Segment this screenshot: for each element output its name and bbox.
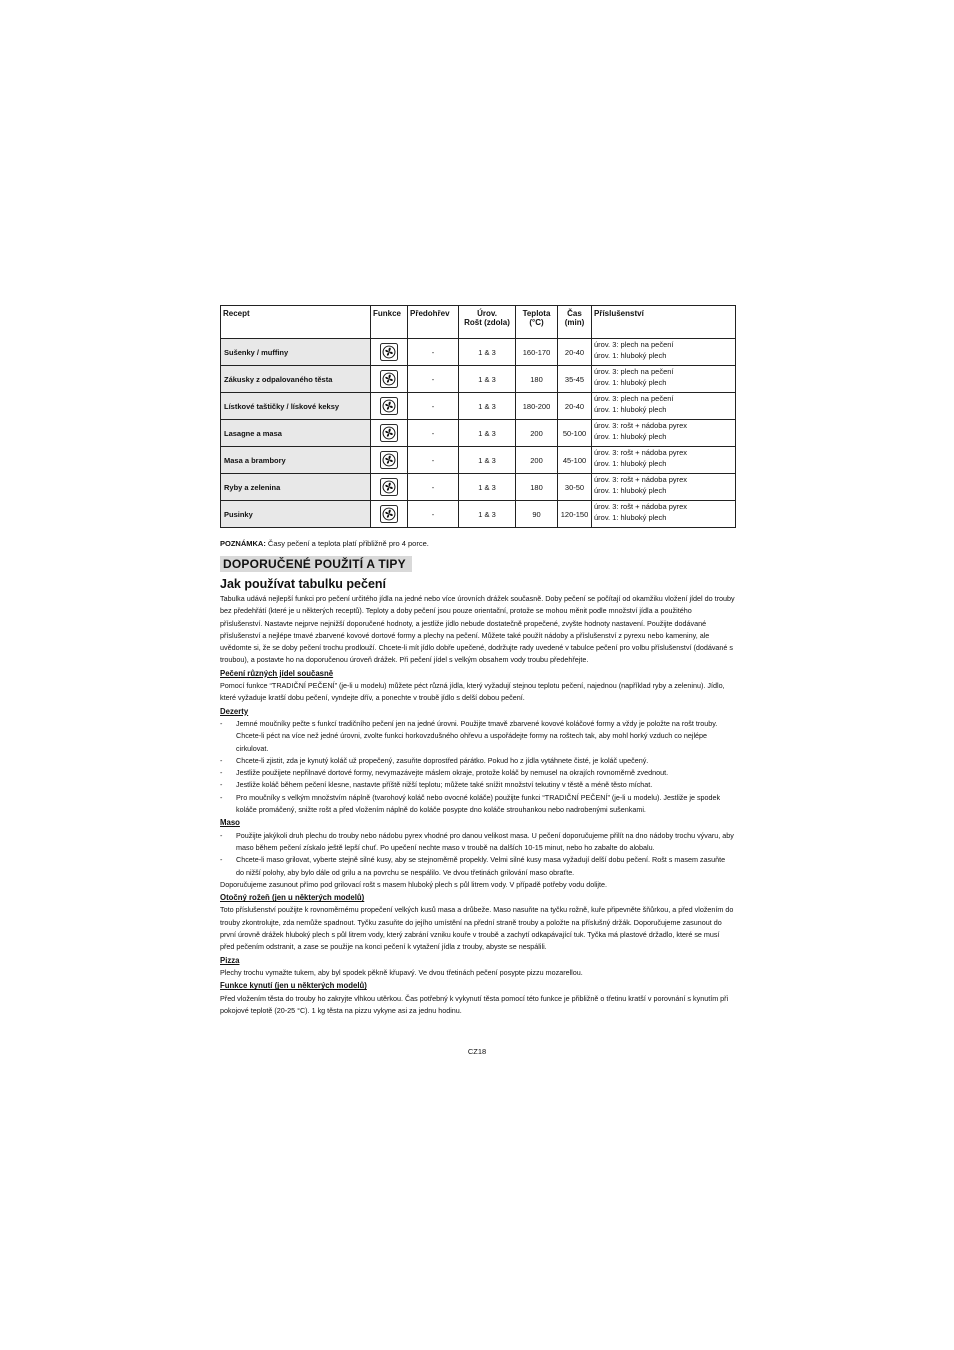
section-title: DOPORUČENÉ POUŽITÍ A TIPY	[220, 556, 412, 572]
note-text: Časy pečení a teplota platí přibližně pro 4 porce.	[265, 539, 429, 548]
bullet-dash: -	[220, 780, 223, 790]
list-item	[220, 718, 735, 755]
cell-level: 1 & 3	[459, 447, 516, 474]
accessory-line: úrov. 3: rošt + nádoba pyrex	[594, 475, 688, 484]
list-item-text: Pro moučníky s velkým množstvím náplně (tvarohový koláč nebo ovocné koláče) použijte funkci “TRADIČNÍ PEČENÍ” (je-li u modelu). Jestliže je spodek koláče promáčený, snižte rošt a před vložením náplně do koláče posypte dno koláče strouhankou nebo nadrobenými sušenkami.	[236, 792, 721, 815]
accessory-line: úrov. 1: hluboký plech	[594, 351, 667, 360]
cell-recipe: Lístkové taštičky / lískové keksy	[221, 393, 371, 420]
cell-time: 50-100	[558, 420, 592, 447]
bullet-dash: -	[220, 755, 223, 765]
paragraph-rotisserie: Toto příslušenství použijte k rovnoměrnému propečení velkých kusů masa a drůbeže. Maso nasuňte na tyčku rožně, kuře připevněte šňůrkou, a před vložením do trouby zkontrolujte, zda nemůže spadnout. Tyčku zasuňte do jejího umístění na přední straně trouby a položte na příslušný držák. Doporučujeme zasunout do první úrovně drážek hluboký plech s půl litrem vody, který zabrání vzniku kouře v troubě a zachytí odkapávající tuk. Tyčka má plastové držadlo, které se musí před pečením odstranit, a zase se použije na konci pečení k vytažení jídla z trouby, abyste se nespálili.	[220, 905, 734, 952]
bullet-dash: -	[220, 768, 223, 778]
header-level: Úrov. Rošt (zdola)	[459, 306, 516, 339]
fan-icon	[380, 397, 398, 415]
cell-accessories	[592, 366, 736, 393]
cell-preheat: -	[408, 501, 459, 528]
paragraph-meat-after: Doporučujeme zasunout přímo pod grilovací rošt s masem hluboký plech s půl litrem vody. V případě potřeby vodu dolijte.	[220, 879, 607, 889]
meat-list	[220, 830, 735, 879]
accessory-line: úrov. 1: hluboký plech	[594, 378, 667, 387]
table-row	[221, 339, 736, 366]
cell-preheat: -	[408, 447, 459, 474]
cell-function	[371, 420, 408, 447]
accessory-line: úrov. 1: hluboký plech	[594, 513, 667, 522]
table-row	[221, 366, 736, 393]
cell-recipe: Lasagne a masa	[221, 420, 371, 447]
cell-time: 45-100	[558, 447, 592, 474]
note-label: POZNÁMKA:	[220, 539, 266, 548]
cell-temperature: 200	[516, 447, 558, 474]
subheading-simultaneous: Pečení různých jídel současně	[220, 668, 334, 678]
bullet-dash: -	[220, 855, 223, 865]
bullet-dash: -	[220, 830, 223, 840]
table-row	[221, 393, 736, 420]
cell-time: 30-50	[558, 474, 592, 501]
accessory-line: úrov. 1: hluboký plech	[594, 459, 667, 468]
cell-recipe: Zákusky z odpalovaného těsta	[221, 366, 371, 393]
cell-level: 1 & 3	[459, 420, 516, 447]
cell-level: 1 & 3	[459, 339, 516, 366]
cell-accessories	[592, 339, 736, 366]
cell-preheat: -	[408, 393, 459, 420]
cell-level: 1 & 3	[459, 501, 516, 528]
cell-preheat: -	[408, 366, 459, 393]
accessory-line: úrov. 3: plech na pečení	[594, 367, 674, 376]
page-heading: Jak používat tabulku pečení	[220, 577, 387, 591]
desserts-list	[220, 718, 735, 816]
list-item-text: Chcete-li zjistit, zda je kynutý koláč už propečený, zasuňte doprostřed párátko. Pokud ho z jídla vytáhnete čisté, je koláč upečený.	[236, 755, 649, 765]
fan-icon	[380, 343, 398, 361]
header-function: Funkce	[371, 306, 408, 339]
table-row	[221, 501, 736, 528]
cell-level: 1 & 3	[459, 393, 516, 420]
cell-function	[371, 339, 408, 366]
cell-recipe: Ryby a zelenina	[221, 474, 371, 501]
subheading-proving: Funkce kynutí (jen u některých modelů)	[220, 981, 367, 991]
cell-function	[371, 366, 408, 393]
body-text	[220, 593, 735, 1017]
list-item	[220, 755, 735, 767]
note	[220, 539, 429, 548]
cell-accessories	[592, 501, 736, 528]
paragraph-proving: Před vložením těsta do trouby ho zakryjte vlhkou utěrkou. Čas potřebný k vykynutí těsta pomocí této funkce je přibližně o třetinu kratší v porovnání s kynutím při pokojové teplotě (20-25 °C). 1 kg těsta na pizzu vykyne asi za jednu hodinu.	[220, 993, 729, 1015]
cell-temperature: 90	[516, 501, 558, 528]
cell-preheat: -	[408, 474, 459, 501]
subheading-rotisserie: Otočný rožeň (jen u některých modelů)	[220, 893, 365, 903]
cell-accessories	[592, 474, 736, 501]
cell-temperature: 160-170	[516, 339, 558, 366]
baking-table	[220, 305, 736, 528]
cell-time: 20-40	[558, 393, 592, 420]
cell-temperature: 180	[516, 366, 558, 393]
list-item	[220, 854, 735, 879]
list-item	[220, 792, 735, 817]
list-item	[220, 779, 735, 791]
cell-time: 35-45	[558, 366, 592, 393]
paragraph-simultaneous: Pomocí funkce “TRADIČNÍ PEČENÍ” (je-li u modelu) můžete péct různá jídla, který vyžadují stejnou teplotu pečení, najednou (například ryby a zeleninu). Jídlo, které vyžaduje kratší dobu pečení, vyndejte dřív, a ponechte v troubě jídlo s delší dobou pečení.	[220, 681, 725, 703]
list-item-text: Jestliže použijete nepřilnavé dortové formy, nevymazávejte máslem okraje, protože koláč by nemusel na okrajích rovnoměrně zvednout.	[236, 768, 669, 778]
subheading-desserts: Dezerty	[220, 706, 249, 716]
cell-preheat: -	[408, 420, 459, 447]
list-item-text: Chcete-li maso grilovat, vyberte stejně silné kusy, aby se stejnoměrně propekly. Velmi silné kusy masa vyžadují delší dobu pečení. Rošt s masem zasuňte do nižší polohy, aby bylo dále od grilu a na povrchu se nespálilo. Ve dvou třetinách grilování maso obraťte.	[236, 855, 726, 877]
accessory-line: úrov. 3: rošt + nádoba pyrex	[594, 421, 688, 430]
cell-function	[371, 447, 408, 474]
header-time: Čas (min)	[558, 306, 592, 339]
intro-paragraph: Tabulka udává nejlepší funkci pro pečení určitého jídla na jedné nebo více úrovních drážek současně. Doby pečení se počítají od okamžiku vložení jídel do trouby bez předehřátí (které je u některých receptů). Teploty a doby pečení jsou pouze orientační, protože se mohou měnit podle množství jídla a použitého příslušenství. Nastavte nejprve nejnižší doporučené hodnoty, a jestliže jídlo nebude dostatečně propečené, zvyšte hodnoty nastavení. Použijte dodávané příslušenství a nejlépe tmavé zbarvené kovové dortové formy a plechy na pečení. Můžete také použít nádoby a příslušenství z pyrexu nebo kameniny, ale uvědomte si, že se doby pečení trochu prodlouží. Chcete-li mít jídlo dobře upečené, dodržujte rady uvedené v tabulce pečení pro volbu příslušenství (dodávané s troubou), a postavte ho na doporučenou úroveň drážek. Při pečení jídel s velkým obsahem vody troubu předehřejte.	[220, 594, 735, 665]
header-recipe: Recept	[221, 306, 371, 339]
cell-time: 120-150	[558, 501, 592, 528]
cell-recipe: Masa a brambory	[221, 447, 371, 474]
accessory-line: úrov. 1: hluboký plech	[594, 405, 667, 414]
list-item	[220, 767, 735, 779]
table-row	[221, 474, 736, 501]
fan-icon	[380, 478, 398, 496]
accessory-line: úrov. 1: hluboký plech	[594, 432, 667, 441]
cell-time: 20-40	[558, 339, 592, 366]
list-item-text: Použijte jakýkoli druh plechu do trouby nebo nádobu pyrex vhodné pro danou velikost masa. U pečení doporučujeme přilít na dno nádoby trochu vývaru, aby maso během pečení získalo ještě lepší chuť. Po upečení nechte maso v troubě na dalších 10-15 minut, nebo ho zabalte do alobalu.	[236, 830, 734, 852]
cell-function	[371, 501, 408, 528]
cell-function	[371, 393, 408, 420]
accessory-line: úrov. 1: hluboký plech	[594, 486, 667, 495]
cell-preheat: -	[408, 339, 459, 366]
bullet-dash: -	[220, 718, 223, 728]
fan-icon	[380, 370, 398, 388]
cell-temperature: 180-200	[516, 393, 558, 420]
bullet-dash: -	[220, 792, 223, 802]
cell-recipe: Sušenky / muffiny	[221, 339, 371, 366]
accessory-line: úrov. 3: rošt + nádoba pyrex	[594, 502, 688, 511]
subheading-meat: Maso	[220, 818, 240, 828]
header-preheat: Předohřev	[408, 306, 459, 339]
accessory-line: úrov. 3: plech na pečení	[594, 340, 674, 349]
subheading-pizza: Pizza	[220, 955, 240, 965]
table-row	[221, 447, 736, 474]
cell-accessories	[592, 420, 736, 447]
cell-temperature: 200	[516, 420, 558, 447]
cell-accessories	[592, 447, 736, 474]
cell-temperature: 180	[516, 474, 558, 501]
fan-icon	[380, 451, 398, 469]
header-temperature: Teplota (°C)	[516, 306, 558, 339]
paragraph-pizza: Plechy trochu vymažte tukem, aby byl spodek pěkně křupavý. Ve dvou třetinách pečení posypte pizzu mozarellou.	[220, 967, 583, 977]
fan-icon	[380, 424, 398, 442]
table-header-row	[221, 306, 736, 339]
header-accessories: Příslušenství	[592, 306, 736, 339]
cell-function	[371, 474, 408, 501]
table-row	[221, 420, 736, 447]
cell-level: 1 & 3	[459, 474, 516, 501]
cell-recipe: Pusinky	[221, 501, 371, 528]
page-number: CZ18	[467, 1047, 487, 1056]
list-item-text: Jemné moučníky pečte s funkcí tradičního pečení jen na jedné úrovni. Použijte tmavě zbarvené kovové koláčové formy a vždy je položte na rošt trouby. Chcete-li péct na více než jedné úrovni, zvolte funkci horkovzdušného ohřevu a uspořádejte formy na roštech tak, aby mohl horký vzduch co nejlépe cirkulovat.	[236, 718, 718, 753]
accessory-line: úrov. 3: rošt + nádoba pyrex	[594, 448, 688, 457]
cell-accessories	[592, 393, 736, 420]
cell-level: 1 & 3	[459, 366, 516, 393]
list-item-text: Jestliže koláč během pečení klesne, nastavte příště nižší teplotu; můžete také snížit množství tekutiny v těstě a méně těsto míchat.	[236, 780, 653, 790]
list-item	[220, 830, 735, 855]
fan-icon	[380, 505, 398, 523]
accessory-line: úrov. 3: plech na pečení	[594, 394, 674, 403]
